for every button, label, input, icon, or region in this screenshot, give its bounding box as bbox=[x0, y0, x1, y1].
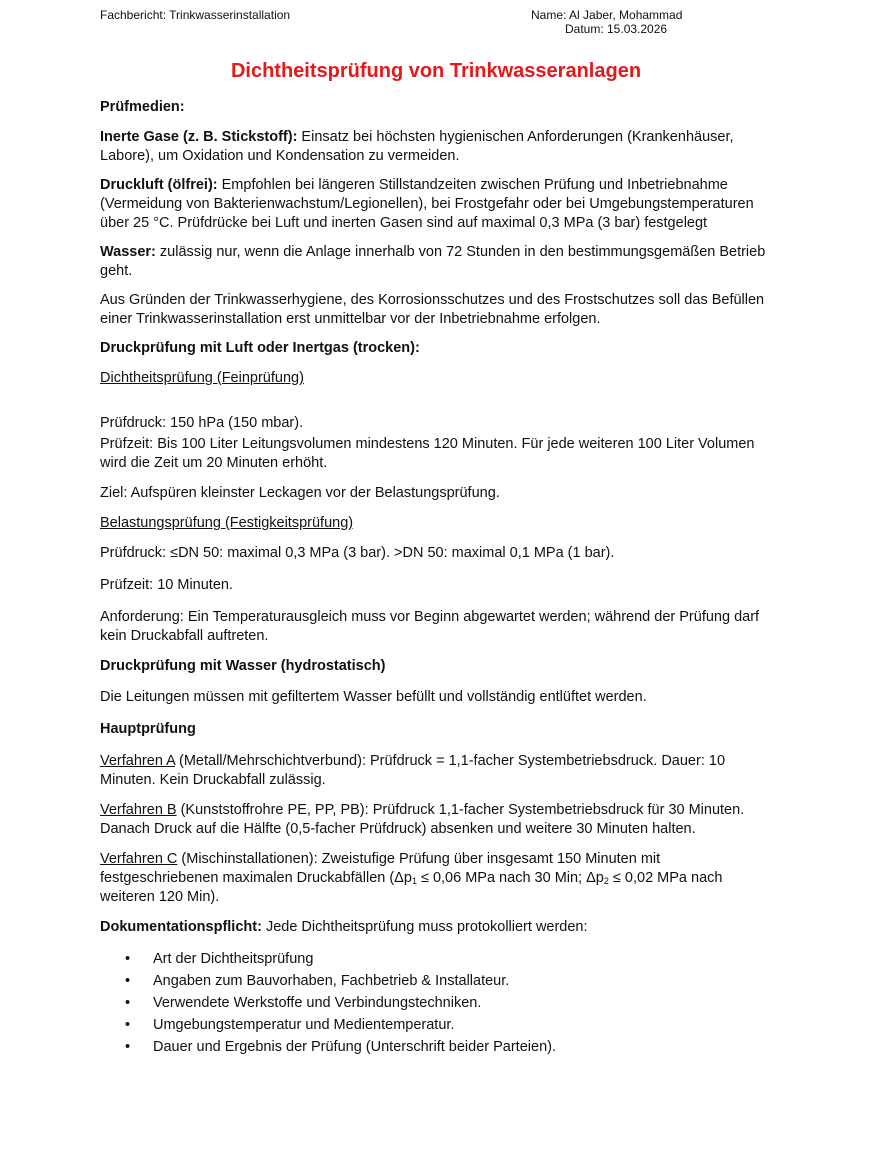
belastungspruefung-pruefzeit: Prüfzeit: 10 Minuten. bbox=[100, 577, 233, 593]
paragraph-verfahren-c bbox=[100, 850, 780, 907]
belastungspruefung-anforderung: Anforderung: Ein Temperaturausgleich muss vor Beginn abgewartet werden; während der Prüfung darf kein Druckabfall auftreten. bbox=[100, 609, 760, 644]
druckluft-text: Empfohlen bei längeren Stillstandzeiten zwischen Prüfung und Inbetriebnahme (Vermeidung von Bakterienwachstum/Legionellen), bei Frostgefahr oder bei Umgebungstemperaturen über 25 °C. Prüfdrücke bei Luft und inerten Gasen sind auf maximal 0,3 MPa (3 bar) festgelegt bbox=[100, 177, 754, 231]
verfahren-c-text-1: (Mischinstallationen): Zweistufige Prüfung über insgesamt 150 Minuten mit festgeschriebenen maximalen Druckabfällen (Δp bbox=[100, 851, 661, 886]
verfahren-a-label: Verfahren A bbox=[100, 753, 175, 769]
feinpruefung-heading: Dichtheitsprüfung (Feinprüfung) bbox=[100, 370, 304, 386]
delta-p-subscript-1: 1 bbox=[411, 876, 417, 886]
feinpruefung-ziel: Ziel: Aufspüren kleinster Leckagen vor der Belastungsprüfung. bbox=[100, 485, 500, 501]
verfahren-a-text: (Metall/Mehrschichtverbund): Prüfdruck = 1,1-facher Systembetriebsdruck. Dauer: 10 Minuten. Kein Druckabfall zulässig. bbox=[100, 753, 726, 788]
dokumentationspflicht-text: Jede Dichtheitsprüfung muss protokolliert werden: bbox=[261, 919, 588, 935]
pruefmedien-heading: Prüfmedien: bbox=[100, 99, 185, 115]
paragraph-dokumentationspflicht bbox=[100, 918, 780, 937]
wasser-label: Wasser: bbox=[100, 244, 156, 260]
delta-p-subscript-2: 2 bbox=[603, 876, 609, 886]
belastungspruefung-heading: Belastungsprüfung (Festigkeitsprüfung) bbox=[100, 515, 354, 531]
druckluft-label: Druckluft (ölfrei): bbox=[100, 177, 218, 193]
wasser-hydrostatisch-heading: Druckprüfung mit Wasser (hydrostatisch) bbox=[100, 658, 386, 674]
verfahren-b-text: (Kunststoffrohre PE, PP, PB): Prüfdruck 1,1-facher Systembetriebsdruck für 30 Minuten. Danach Druck auf die Hälfte (0,5-facher Prüfdruck) absenken und weitere 30 Minuten halten. bbox=[100, 802, 745, 837]
list-item: • Art der Dichtheitsprüfung bbox=[100, 950, 780, 972]
list-item: • Umgebungstemperatur und Medientemperatur. bbox=[100, 1016, 780, 1038]
feinpruefung-pruefdruck: Prüfdruck: 150 hPa (150 mbar). bbox=[100, 415, 304, 431]
leitungen-befuellen-text: Die Leitungen müssen mit gefiltertem Wasser befüllt und vollständig entlüftet werden. bbox=[100, 689, 647, 705]
wasser-text: zulässig nur, wenn die Anlage innerhalb von 72 Stunden in den bestimmungsgemäßen Betrieb geht. bbox=[100, 244, 766, 279]
header-date: Datum: 15.03.2026 bbox=[565, 22, 668, 36]
paragraph-hygiene: Aus Gründen der Trinkwasserhygiene, des Korrosionsschutzes und des Frostschutzes soll das Befüllen einer Trinkwasserinstallation erst unmittelbar vor der Inbetriebnahme erfolgen. bbox=[100, 292, 765, 327]
verfahren-c-label: Verfahren C bbox=[100, 851, 178, 867]
header-report-title: Fachbericht: Trinkwasserinstallation bbox=[100, 8, 291, 22]
feinpruefung-pruefzeit: Prüfzeit: Bis 100 Liter Leitungsvolumen mindestens 120 Minuten. Für jede weiteren 100 Liter Volumen wird die Zeit um 20 Minuten erhöht. bbox=[100, 436, 755, 471]
document-body bbox=[100, 98, 780, 1060]
luft-inertgas-heading: Druckprüfung mit Luft oder Inertgas (trocken): bbox=[100, 340, 420, 356]
verfahren-b-label: Verfahren B bbox=[100, 802, 177, 818]
belastungspruefung-pruefdruck: Prüfdruck: ≤DN 50: maximal 0,3 MPa (3 bar). >DN 50: maximal 0,1 MPa (1 bar). bbox=[100, 545, 615, 561]
list-item: • Angaben zum Bauvorhaben, Fachbetrieb & Installateur. bbox=[100, 972, 780, 994]
paragraph-verfahren-a bbox=[100, 752, 780, 790]
verfahren-c-text-3: ≤ 0,02 MPa nach weiteren 120 Min). bbox=[100, 870, 723, 905]
paragraph-inerte-gase bbox=[100, 128, 780, 166]
paragraph-wasser bbox=[100, 243, 780, 281]
verfahren-c-text-2: ≤ 0,06 MPa nach 30 Min; Δp bbox=[416, 870, 604, 886]
list-item: • Dauer und Ergebnis der Prüfung (Unterschrift beider Parteien). bbox=[100, 1038, 780, 1060]
dokumentationspflicht-label: Dokumentationspflicht: bbox=[100, 919, 262, 935]
header-name: Name: Al Jaber, Mohammad bbox=[531, 8, 683, 22]
paragraph-verfahren-b bbox=[100, 801, 780, 839]
list-item: • Verwendete Werkstoffe und Verbindungstechniken. bbox=[100, 994, 780, 1016]
protocol-requirements-list bbox=[100, 950, 780, 1060]
paragraph-druckluft bbox=[100, 176, 780, 233]
inerte-gase-label: Inerte Gase (z. B. Stickstoff): bbox=[100, 129, 298, 145]
hauptpruefung-heading: Hauptprüfung bbox=[100, 721, 196, 737]
document-title: Dichtheitsprüfung von Trinkwasseranlagen bbox=[230, 60, 642, 82]
inerte-gase-text: Einsatz bei höchsten hygienischen Anforderungen (Krankenhäuser, Labore), um Oxidation und Kondensation zu vermeiden. bbox=[100, 129, 734, 164]
header-author-block bbox=[531, 8, 682, 36]
